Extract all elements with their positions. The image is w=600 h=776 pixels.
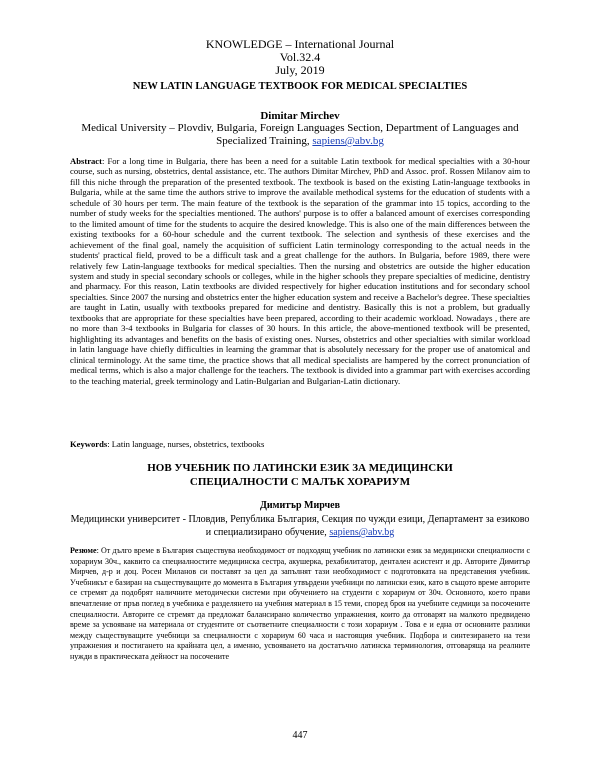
- english-abstract-text: : For a long time in Bulgaria, there has been a need for a suitable Latin textbook for medical specialties with a 30-hour course, such as nursing, obstetrics, dental assistance, etc. The authors Dimitar Mirchev, PhD and Assoc. prof. Rossen Milanov aim to fill this niche through the preparation of the presented textbook. The textbook is based on the existing Latin-language textbooks in Bulgaria, while at the same time the authors strive to improve the available methodical systems for the education of students with a schedule of 30 hours per term. The main feature of the textbook is the separation of the grammar into 15 topics, according to the number of study weeks for the specialties mentioned. The authors' purpose is to offer a balanced amount of exercises corresponding to the limited amount of time for the students to acquire the desired knowledge. This is also one of the main differences between the existing textbooks for a 60-hour schedule and the current textbook. The selection and synthesis of these exercises and the achievement of the final goal, namely the acquisition of sufficient Latin terminology corresponding to the actual needs in the students' practical field, proved to be a difficult task and a great challenge for the authors. In Bulgaria, before 1989, there were relatively few Latin-language textbooks for medical specialties. Then the nursing and obstetrics are outside the higher education system and study in special secondary schools or colleges, while in the higher schools they prepare specialties of medicine, dentistry and pharmacy. For this reason, Latin textbooks are divided respectively for higher education institutions and for secondary school specialties. Since 2007 the nursing and obstetrics enter the higher education system and receive a Bachelor's degree. These specialties are taught in Latin, usually with textbooks prepared for medicine and dentistry. Basically this is not a problem, but gradually textbooks that are appropriate for these specialties have been prepared, according to their academic workload. Nowadays , there are no more than 3-4 textbooks in Bulgaria for classes of 30 hours. In this article, the above-mentioned textbook will be presented, highlighting its advantages and benefits on the basis of existing ones. Nurses, obstetrics and other specialties with similar workload in latin language have chiefly difficulties in learning the grammar that is absolutely necessary for the proper use of anatomical and clinical terminology. At the same time, the practice shows that all medical specialists are hampered by the correct pronunciation of medical terms, which is also a major challenge for the teachers. The textbook is divided into a grammar part with exercises according to the teaching material, greek terminology and Latin-Bulgarian and Bulgarian-Latin dictionary.: [70, 156, 530, 386]
- english-email-link[interactable]: sapiens@abv.bg: [312, 135, 384, 147]
- bulgarian-affiliation: [70, 513, 530, 539]
- journal-header: [0, 38, 600, 77]
- english-abstract-label: Abstract: [70, 156, 102, 166]
- english-keywords: [70, 439, 530, 450]
- bulgarian-abstract-label: Резюме: [70, 546, 97, 555]
- journal-volume: Vol.32.4: [279, 50, 321, 64]
- english-title: NEW LATIN LANGUAGE TEXTBOOK FOR MEDICAL SPECIALTIES: [132, 81, 468, 92]
- english-affiliation-text: Medical University – Plovdiv, Bulgaria, Foreign Languages Section, Department of Languages and Specialized Training,: [81, 122, 519, 147]
- bulgarian-author: Димитър Мирчев: [259, 500, 340, 511]
- bulgarian-abstract: [70, 546, 530, 663]
- english-affiliation: [70, 122, 530, 148]
- page-number: 447: [292, 730, 308, 741]
- english-keywords-text: : Latin language, nurses, obstetrics, textbooks: [107, 439, 265, 449]
- english-keywords-label: Keywords: [70, 439, 108, 449]
- bulgarian-title: НОВ УЧЕБНИК ПО ЛАТИНСКИ ЕЗИК ЗА МЕДИЦИНСКИ СПЕЦИАЛНОСТИ С МАЛЪК ХОРАРИУМ: [147, 462, 453, 488]
- english-abstract: [70, 156, 530, 386]
- english-author: Dimitar Mirchev: [260, 110, 340, 122]
- journal-date: July, 2019: [275, 63, 325, 77]
- journal-name: KNOWLEDGE – International Journal: [205, 37, 395, 51]
- bulgarian-abstract-text: : От дълго време в България съществува необходимост от подходящ учебник по латински език за медицински специалности с хорариум 30ч., каквито са специалностите медицинска сестра, акушерка, рехабилитатор, дентален асистент и др. Авторите Димитър Мирчев, д-р и доц. Росен Миланов си поставят за цел да запълнят тази необходимост с подготовката на представения учебник. Учебникът е базиран на съществуващите до момента в България утвърдени учебници по латински език, като в същото време авторите се стремят да подобрят наличните методически системи при обучението на студенти с хорариум от 30ч. Основното, което прави впечатление от пръв поглед в учебника е разделянето на учебния материал в 15 теми, според броя на учебните седмици за посочените специалности. Авторите се стремят да предложат балансирано количество упражнения, които да отговарят на малкото предвидено време за усвояване на материала от студентите от съответните специалности с този хорариум . Това е и една от основните разлики между съществуващите учебници за специалности с хорариум 60 часа и настоящия учебник. Подбора и синтезирането на тези упражнения и постигането на крайната цел, а именно, усвояването на достатъчно латинска терминология, отговаряща на реалните нужди в практическата дейност на посочените: [70, 546, 530, 661]
- bulgarian-email-link[interactable]: sapiens@abv.bg: [329, 527, 395, 538]
- bulgarian-affiliation-text: Медицински университет - Пловдив, Република България, Секция по чужди езици, Департамент за езиково и специализирано обучение,: [70, 514, 530, 538]
